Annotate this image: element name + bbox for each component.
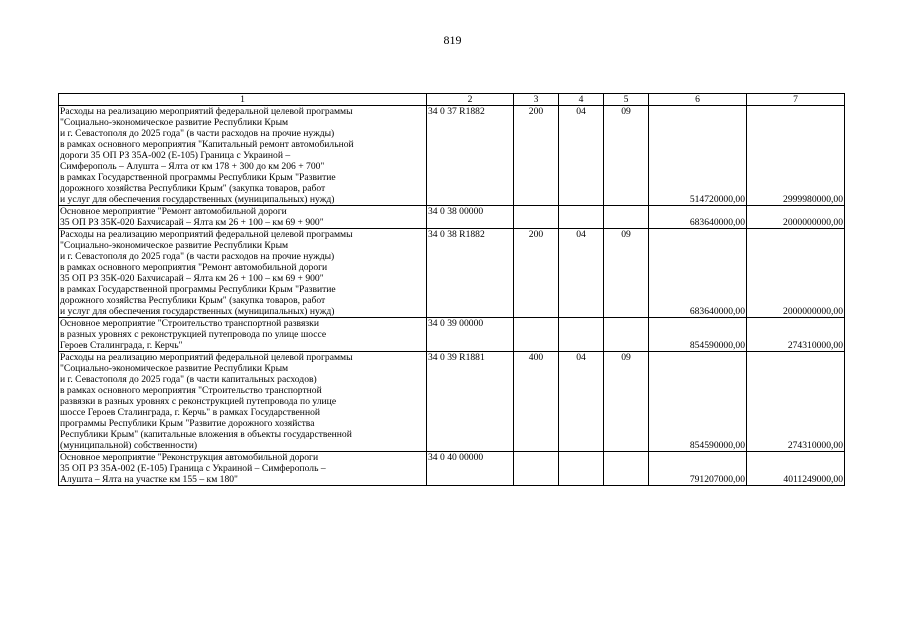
row-description: Расходы на реализацию мероприятий федеральной целевой программы "Социально-экономическое развитие Республики Крым и г. Севастополя до 2025 года" (в части капитальных расходов) в рамках основного мероприятия "Строительство транспортной развязки в разных уровнях с реконструкцией путепровода по улице шоссе Героев Сталинграда, г. Керчь" в рамках Государственной программы Республики Крым "Развитие дорожного хозяйства Республики Крым" (капитальные вложения в объекты государственной (муниципальной) собственности) bbox=[59, 352, 427, 452]
header-row bbox=[59, 94, 845, 106]
row-amount-6: 514720000,00 bbox=[649, 106, 747, 206]
row-amount-7: 2999980000,00 bbox=[747, 106, 845, 206]
row-col3 bbox=[514, 206, 559, 229]
row-col5: 09 bbox=[604, 106, 649, 206]
table-row bbox=[59, 318, 845, 352]
row-description: Основное мероприятие "Строительство транспортной развязки в разных уровнях с реконструкцией путепровода по улице шоссе Героев Сталинграда, г. Керчь" bbox=[59, 318, 427, 352]
row-amount-7: 2000000000,00 bbox=[747, 206, 845, 229]
row-col5: 09 bbox=[604, 352, 649, 452]
budget-table bbox=[58, 93, 845, 486]
table-row bbox=[59, 452, 845, 486]
column-header: 6 bbox=[649, 94, 747, 106]
row-col4: 04 bbox=[559, 229, 604, 318]
row-amount-7: 4011249000,00 bbox=[747, 452, 845, 486]
row-amount-6: 791207000,00 bbox=[649, 452, 747, 486]
row-description: Расходы на реализацию мероприятий федеральной целевой программы "Социально-экономическое развитие Республики Крым и г. Севастополя до 2025 года" (в части расходов на прочие нужды) в рамках основного мероприятия "Ремонт автомобильной дороги 35 ОП РЗ 35К-020 Бахчисарай – Ялта км 26 + 100 – км 69 + 900" в рамках Государственной программы Республики Крым "Развитие дорожного хозяйства Республики Крым" (закупка товаров, работ и услуг для обеспечения государственных (муниципальных) нужд) bbox=[59, 229, 427, 318]
row-col4: 04 bbox=[559, 352, 604, 452]
column-header: 2 bbox=[427, 94, 514, 106]
row-description: Основное мероприятие "Реконструкция автомобильной дороги 35 ОП РЗ 35А-002 (Е-105) Граница с Украиной – Симферополь – Алушта – Ялта на участке км 155 – км 180" bbox=[59, 452, 427, 486]
table-row bbox=[59, 206, 845, 229]
table-row bbox=[59, 229, 845, 318]
row-description: Основное мероприятие "Ремонт автомобильной дороги 35 ОП РЗ 35К-020 Бахчисарай – Ялта км 26 + 100 – км 69 + 900" bbox=[59, 206, 427, 229]
column-header: 5 bbox=[604, 94, 649, 106]
row-code: 34 0 37 R1882 bbox=[427, 106, 514, 206]
row-col5 bbox=[604, 318, 649, 352]
row-col4 bbox=[559, 318, 604, 352]
column-header: 7 bbox=[747, 94, 845, 106]
row-code: 34 0 38 R1882 bbox=[427, 229, 514, 318]
row-col3 bbox=[514, 318, 559, 352]
column-header: 4 bbox=[559, 94, 604, 106]
row-amount-6: 683640000,00 bbox=[649, 206, 747, 229]
row-amount-6: 854590000,00 bbox=[649, 352, 747, 452]
row-col3 bbox=[514, 452, 559, 486]
row-col4 bbox=[559, 452, 604, 486]
column-header: 1 bbox=[59, 94, 427, 106]
row-amount-7: 2000000000,00 bbox=[747, 229, 845, 318]
row-col4: 04 bbox=[559, 106, 604, 206]
row-col4 bbox=[559, 206, 604, 229]
row-col5 bbox=[604, 452, 649, 486]
row-col5 bbox=[604, 206, 649, 229]
page-number: 819 bbox=[443, 33, 462, 47]
row-amount-7: 274310000,00 bbox=[747, 352, 845, 452]
table-row bbox=[59, 106, 845, 206]
row-amount-6: 854590000,00 bbox=[649, 318, 747, 352]
row-col3: 200 bbox=[514, 229, 559, 318]
row-col3: 200 bbox=[514, 106, 559, 206]
row-code: 34 0 39 R1881 bbox=[427, 352, 514, 452]
row-code: 34 0 38 00000 bbox=[427, 206, 514, 229]
row-amount-6: 683640000,00 bbox=[649, 229, 747, 318]
row-col3: 400 bbox=[514, 352, 559, 452]
row-code: 34 0 40 00000 bbox=[427, 452, 514, 486]
row-description: Расходы на реализацию мероприятий федеральной целевой программы "Социально-экономическое развитие Республики Крым и г. Севастополя до 2025 года" (в части расходов на прочие нужды) в рамках основного мероприятия "Капитальный ремонт автомобильной дороги 35 ОП РЗ 35А-002 (Е-105) Граница с Украиной – Симферополь – Алушта – Ялта от км 178 + 300 до км 206 + 700" в рамках Государственной программы Республики Крым "Развитие дорожного хозяйства Республики Крым" (закупка товаров, работ и услуг для обеспечения государственных (муниципальных) нужд) bbox=[59, 106, 427, 206]
row-col5: 09 bbox=[604, 229, 649, 318]
table-row bbox=[59, 352, 845, 452]
row-code: 34 0 39 00000 bbox=[427, 318, 514, 352]
row-amount-7: 274310000,00 bbox=[747, 318, 845, 352]
column-header: 3 bbox=[514, 94, 559, 106]
